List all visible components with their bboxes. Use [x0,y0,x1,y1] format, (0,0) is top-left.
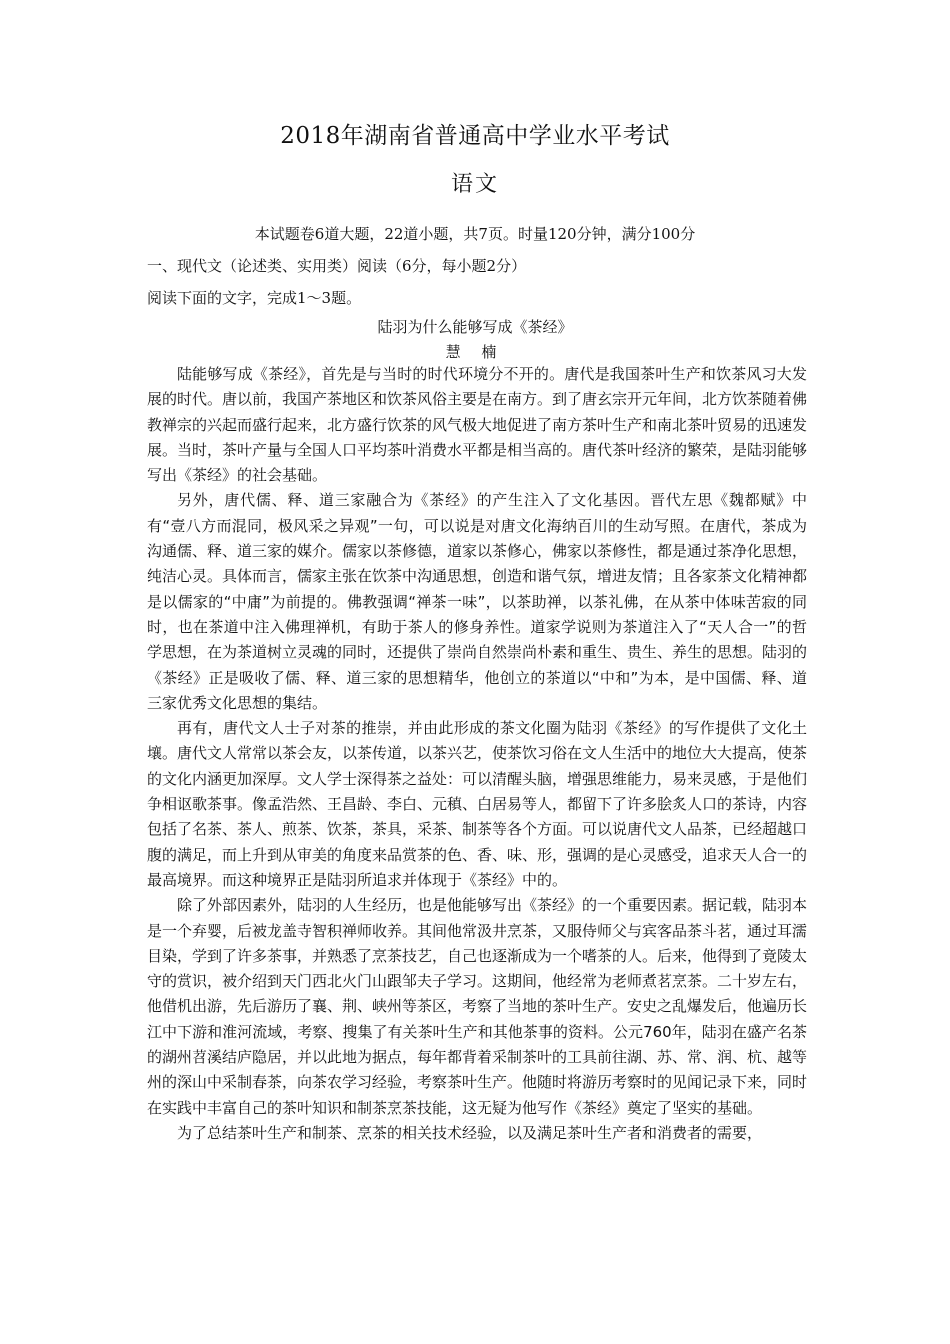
article-body [147,362,807,1146]
article-author: 慧 楠 [445,343,505,361]
article-paragraph: 陆能够写成《茶经》，首先是与当时的时代环境分不开的。唐代是我国茶叶生产和饮茶风习大发展的时代。唐以前，我国产茶地区和饮茶风俗主要是在南方。到了唐玄宗开元年间，北方饮茶随着佛教禅宗的兴起而盛行起来，北方盛行饮茶的风气极大地促进了南方茶叶生产和南北茶叶贸易的迅速发展。当时，茶叶产量与全国人口平均茶叶消费水平都是相当高的。唐代茶叶经济的繁荣，是陆羽能够写出《茶经》的社会基础。 [147,365,808,485]
article-paragraph: 除了外部因素外，陆羽的人生经历，也是他能够写出《茶经》的一个重要因素。据记载，陆羽本是一个弃婴，后被龙盖寺智积禅师收养。其间他常汲井烹茶，又服侍师父与宾客品茶斗茗，通过耳濡目染，学到了许多茶事，并熟悉了烹茶技艺，自己也逐渐成为一个嗜茶的人。后来，他得到了竟陵太守的赏识，被介绍到天门西北火门山跟邹夫子学习。这期间，他经常为老师煮茗烹茶。二十岁左右，他借机出游，先后游历了襄、荆、峡州等茶区，考察了当地的茶叶生产。安史之乱爆发后，他遍历长江中下游和淮河流域，考察、搜集了有关茶叶生产和其他茶事的资料。公元760年，陆羽在盛产名茶的湖州苕溪结庐隐居，并以此地为据点，每年都背着采制茶叶的工具前往湖、苏、常、润、杭、越等州的深山中采制春茶，向茶农学习经验，考察茶叶生产。他随时将游历考察时的见闻记录下来，同时在实践中丰富自己的茶叶知识和制茶烹茶技能，这无疑为他写作《茶经》奠定了坚实的基础。 [147,896,808,1117]
article-title: 陆羽为什么能够写成《茶经》 [377,318,573,336]
article-paragraph: 再有，唐代文人士子对茶的推崇，并由此形成的茶文化圈为陆羽《茶经》的写作提供了文化土壤。唐代文人常常以茶会友，以茶传道，以茶兴艺，使茶饮习俗在文人生活中的地位大大提高，使茶的文化内涵更加深厚。文人学士深得茶之益处：可以清醒头脑，增强思维能力，易来灵感，于是他们争相讴歌茶事。像孟浩然、王昌龄、李白、元稹、白居易等人，都留下了许多脍炙人口的茶诗，内容包括了名茶、茶人、煎茶、饮茶，茶具，采茶、制茶等各个方面。可以说唐代文人品茶，已经超越口腹的满足，而上升到从审美的角度来品赏茶的色、香、味、形，强调的是心灵感受，追求天人合一的最高境界。而这种境界正是陆羽所追求并体现于《茶经》中的。 [147,719,808,889]
article-paragraph: 另外，唐代儒、释、道三家融合为《茶经》的产生注入了文化基因。晋代左思《魏都赋》中有“壹八方而混同，极风采之异观”一句，可以说是对唐文化海纳百川的生动写照。在唐代，茶成为沟通儒、释、道三家的媒介。儒家以茶修德，道家以茶修心，佛家以茶修性，都是通过茶净化思想，纯洁心灵。具体而言，儒家主张在饮茶中沟通思想，创造和谐气氛，增进友情；且各家茶文化精神都是以儒家的“中庸”为前提的。佛教强调“禅茶一味”，以茶助禅，以茶礼佛，在从茶中体味苦寂的同时，也在茶道中注入佛理禅机，有助于茶人的修身养性。道家学说则为茶道注入了“天人合一”的哲学思想，在为茶道树立灵魂的同时，还提供了崇尚自然崇尚朴素和重生、贵生、养生的思想。陆羽的《茶经》正是吸收了儒、释、道三家的思想精华，他创立的茶道以“中和”为本，是中国儒、释、道三家优秀文化思想的集结。 [147,491,808,712]
exam-subject: 语文 [450,172,499,197]
section-heading: 一、现代文（论述类、实用类）阅读（6分，每小题2分） [147,257,527,275]
section-instruction: 阅读下面的文字，完成1～3题。 [147,289,362,307]
article-paragraph: 为了总结茶叶生产和制茶、烹茶的相关技术经验，以及满足茶叶生产者和消费者的需要， [177,1123,763,1142]
exam-title: 2018年湖南省普通高中学业水平考试 [280,123,670,149]
exam-info: 本试题卷6道大题，22道小题，共7页。时量120分钟，满分100分 [254,225,696,243]
